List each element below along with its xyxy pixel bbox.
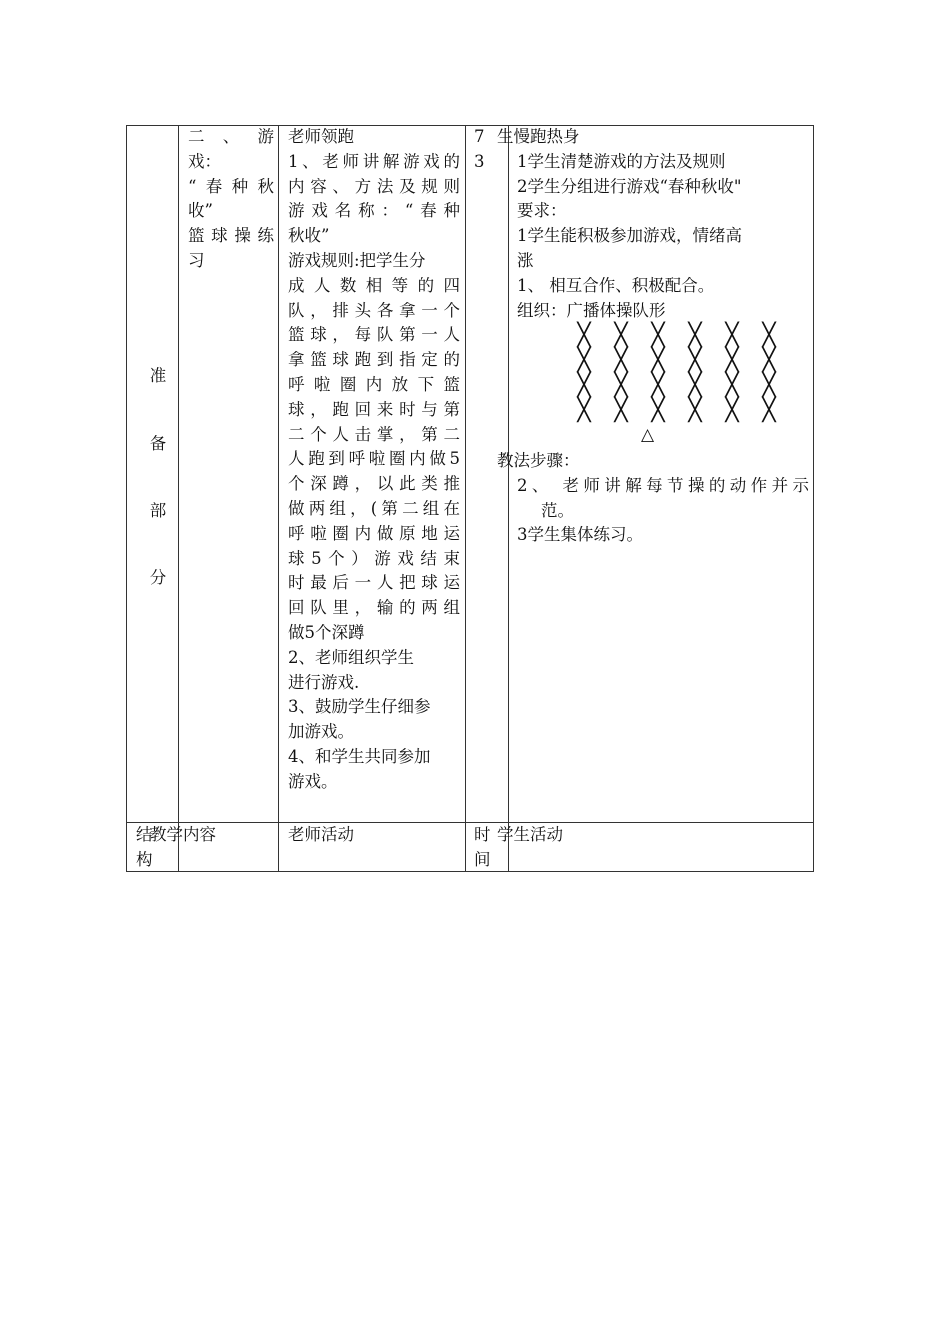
footer-structure-b: 构 (136, 849, 153, 869)
teacher-line: 内容、方法及规则 (288, 176, 460, 196)
student-position-icon: ╳ (688, 372, 702, 398)
column-divider (278, 125, 279, 872)
footer-time-a: 时 (474, 825, 491, 844)
teacher-line: 进行游戏. (288, 672, 360, 692)
column-divider (178, 125, 179, 872)
method-line: 2、 老师讲解每节操的动作并示 (517, 475, 809, 495)
student-position-icon: ╳ (688, 397, 702, 423)
teacher-line: 队，排头各拿一个 (288, 300, 460, 320)
teacher-line: 2、老师组织学生 (288, 647, 414, 667)
formation-row (572, 374, 792, 399)
formation-row (572, 349, 792, 374)
content-line: 习 (188, 250, 205, 270)
student-position-icon: ╳ (577, 348, 591, 374)
teacher-line: 个深蹲，以此类推 (288, 474, 460, 494)
section-label-char: 备 (149, 434, 167, 453)
student-position-icon: ╳ (577, 323, 591, 349)
method-line: 3学生集体练习。 (517, 525, 643, 545)
formation-diagram (572, 324, 792, 423)
teacher-line: 游戏规则:把学生分 (288, 250, 426, 270)
student-line: 1学生能积极参加游戏，情绪高 (517, 226, 742, 246)
teacher-line: 加游戏。 (288, 722, 354, 742)
student-position-icon: ╳ (725, 372, 739, 398)
teacher-line: 时最后一人把球运 (288, 573, 460, 593)
content-line: 篮球操练 (188, 226, 274, 246)
student-position-icon: ╳ (688, 323, 702, 349)
student-line: 生慢跑热身 (497, 127, 580, 146)
student-position-icon: ╳ (725, 323, 739, 349)
teacher-line: 老师领跑 (288, 127, 354, 146)
student-line: 1、 相互合作、积极配合。 (517, 275, 715, 295)
student-position-icon: ╳ (762, 397, 776, 423)
student-line: 2学生分组进行游戏“春种秋收" (517, 176, 742, 196)
footer-content: 教学内容 (150, 825, 216, 844)
teacher-line: 做5个深蹲 (288, 622, 365, 642)
section-label-char: 准 (149, 366, 167, 385)
content-line: “春种秋 (188, 176, 274, 196)
time-value: 3 (474, 151, 485, 171)
teacher-line: 球，跑回来时与第 (288, 399, 460, 419)
content-column (188, 125, 274, 274)
teacher-line: 篮球，每队第一人 (288, 325, 460, 345)
row-divider (126, 822, 814, 823)
content-line: 戏： (188, 151, 221, 171)
student-position-icon: ╳ (762, 323, 776, 349)
student-position-icon: ╳ (614, 323, 628, 349)
student-line: 组织：广播体操队形 (517, 300, 666, 320)
student-position-icon: ╳ (614, 348, 628, 374)
teacher-line: 游戏名称：“春种 (288, 201, 460, 221)
teacher-line: 人跑到呼啦圈内做5 (288, 449, 460, 469)
student-line: 1学生清楚游戏的方法及规则 (517, 151, 726, 171)
student-position-icon: ╳ (762, 372, 776, 398)
footer-time (474, 823, 491, 873)
teacher-line: 回队里，输的两组 (288, 598, 460, 618)
column-divider (465, 125, 466, 872)
section-label-char: 部 (149, 501, 167, 520)
footer-structure-a: 结 (136, 825, 153, 844)
content-line: 收” (188, 201, 213, 221)
student-position-icon: ╳ (577, 397, 591, 423)
student-position-icon: ╳ (651, 348, 665, 374)
teacher-line: 3、鼓励学生仔细参 (288, 697, 431, 717)
student-line: 要求： (517, 201, 567, 221)
teacher-line: 呼啦圈内放下篮 (288, 374, 460, 394)
student-position-icon: ╳ (651, 323, 665, 349)
teacher-line: 1、老师讲解游戏的 (288, 151, 460, 171)
student-position-icon: ╳ (651, 372, 665, 398)
teaching-method (497, 449, 809, 548)
teacher-line: 二个人击掌，第二 (288, 424, 460, 444)
footer-time-b: 间 (474, 849, 491, 869)
method-line: 范。 (541, 500, 574, 520)
student-line: 涨 (517, 250, 534, 270)
student-position-icon: ╳ (725, 348, 739, 374)
teacher-line: 球5个）游戏结束 (288, 548, 460, 568)
teacher-line: 做两组，(第二组在 (288, 498, 460, 518)
student-activity-column (497, 125, 789, 323)
teacher-line: 秋收” (288, 226, 330, 246)
formation-row (572, 324, 792, 349)
section-label-char: 分 (149, 568, 167, 587)
student-position-icon: ╳ (688, 348, 702, 374)
footer-student: 学生活动 (497, 825, 563, 844)
teacher-position-icon: △ (641, 425, 655, 445)
teacher-line: 游戏。 (288, 771, 338, 791)
method-title: 教法步骤： (497, 451, 580, 470)
teacher-line: 呼啦圈内做原地运 (288, 523, 460, 543)
time-value: 7 (474, 127, 485, 146)
content-line: 二 、 游 (188, 127, 274, 146)
student-position-icon: ╳ (614, 372, 628, 398)
student-position-icon: ╳ (651, 397, 665, 423)
student-position-icon: ╳ (725, 397, 739, 423)
student-position-icon: ╳ (614, 397, 628, 423)
teacher-line: 成人数相等的四 (288, 275, 460, 295)
footer-teacher: 老师活动 (288, 825, 354, 844)
formation-row (572, 398, 792, 423)
teacher-line: 4、和学生共同参加 (288, 746, 431, 766)
student-position-icon: ╳ (762, 348, 776, 374)
student-position-icon: ╳ (577, 372, 591, 398)
teacher-activity-column (288, 125, 460, 795)
teacher-line: 拿篮球跑到指定的 (288, 350, 460, 370)
